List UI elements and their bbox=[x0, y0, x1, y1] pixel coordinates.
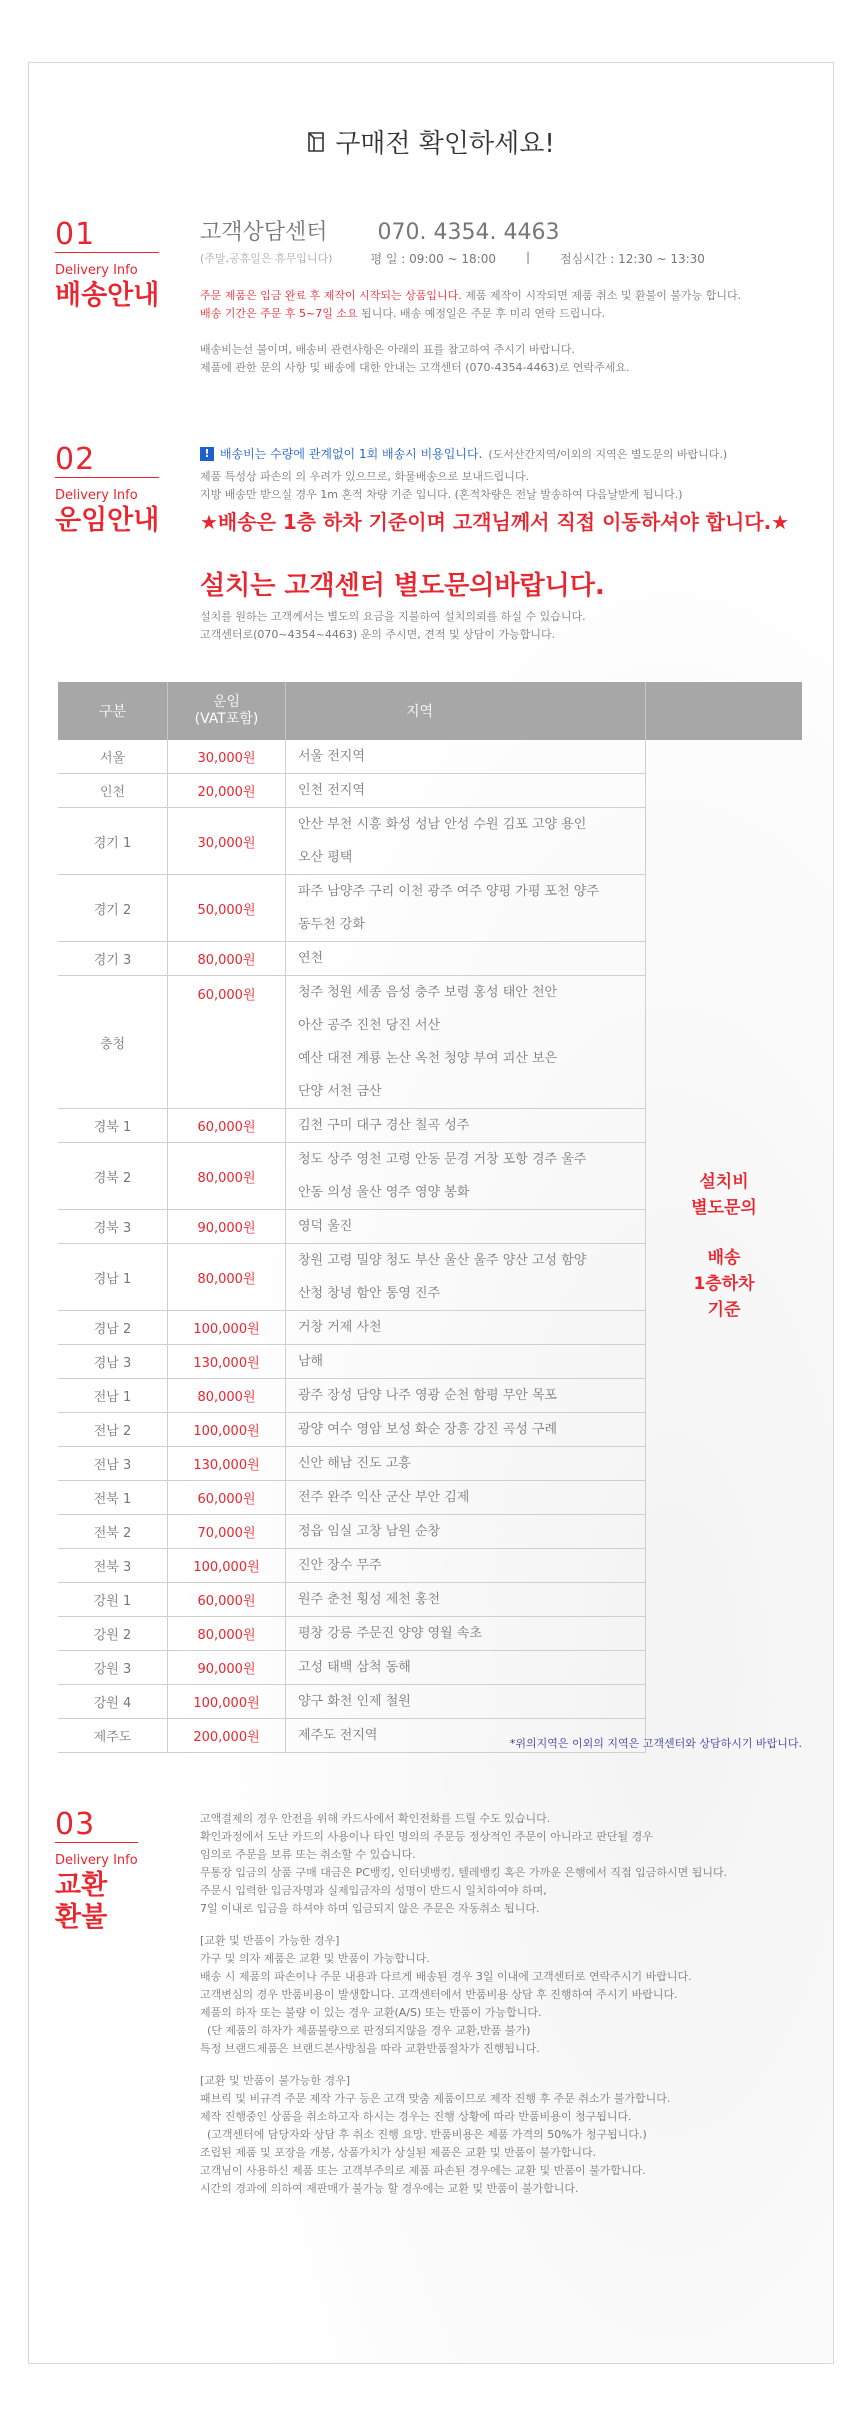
row-region: 전북 2 bbox=[58, 1515, 168, 1549]
row-price: 130,000원 bbox=[168, 1447, 286, 1481]
row-price: 60,000원 bbox=[168, 1481, 286, 1515]
info-line: 무통장 입금의 상품 구매 대금은 PC뱅킹, 인터넷뱅킹, 텔레뱅킹 혹은 가까운 은행에서 직접 입금하시면 됩니다. bbox=[200, 1866, 728, 1879]
page-title-text: 구매전 확인하세요! bbox=[335, 129, 555, 159]
section-number: 02 bbox=[55, 445, 159, 478]
row-region: 강원 2 bbox=[58, 1617, 168, 1651]
phone-number: 070. 4354. 4463 bbox=[377, 220, 560, 245]
row-price: 50,000원 bbox=[168, 875, 286, 942]
row-areas: 영덕 울진 bbox=[286, 1210, 646, 1244]
section-03-body bbox=[200, 1810, 820, 2198]
row-price: 130,000원 bbox=[168, 1345, 286, 1379]
row-region: 강원 3 bbox=[58, 1651, 168, 1685]
row-price: 80,000원 bbox=[168, 1617, 286, 1651]
notice-line-1 bbox=[200, 287, 820, 305]
row-price: 100,000원 bbox=[168, 1685, 286, 1719]
row-price: 100,000원 bbox=[168, 1413, 286, 1447]
section-01-body bbox=[200, 215, 820, 377]
section-title-2: 환불 bbox=[55, 1902, 108, 1934]
row-price: 30,000원 bbox=[168, 808, 286, 875]
row-price: 80,000원 bbox=[168, 942, 286, 976]
lunch-hours: 점심시간 : 12:30 ~ 13:30 bbox=[560, 252, 705, 266]
row-region: 강원 4 bbox=[58, 1685, 168, 1719]
notice-line-3: 배송비는선 불이며, 배송비 관련사항은 아래의 표를 참고하여 주시기 바랍니다. bbox=[200, 343, 575, 356]
info-line: 확인과정에서 도난 카드의 사용이나 타인 명의의 주문등 정상적인 주문이 아니라고 판단될 경우 bbox=[200, 1830, 653, 1843]
exchange-impossible-red: 패브릭 및 비규격 주문 제작 가구 등은 고객 맞춤 제품이므로 제작 진행 후 주문 취소가 불가합니다. bbox=[200, 2092, 671, 2105]
row-areas: 김천 구미 대구 경산 칠곡 성주 bbox=[286, 1109, 646, 1143]
row-price: 90,000원 bbox=[168, 1651, 286, 1685]
exchange-impossible-list bbox=[200, 2108, 820, 2198]
shipping-notice-blue: 배송비는 수량에 관계없이 1회 배송시 비용입니다. bbox=[220, 447, 483, 461]
row-areas: 평창 강릉 주문진 양양 영월 속초 bbox=[286, 1617, 646, 1651]
page-title bbox=[305, 123, 555, 160]
section-03-header bbox=[55, 1807, 138, 1935]
info-line: 고객변심의 경우 반품비용이 발생합니다. 고객센터에서 반품비용 상담 후 진행하여 주시기 바랍니다. bbox=[200, 1988, 678, 2001]
shipping-rate-table bbox=[58, 682, 802, 1753]
row-areas: 서울 전지역 bbox=[286, 740, 646, 774]
shipping-notice-rest: (도서산간지역/이외의 지역은 별도문의 바랍니다.) bbox=[488, 447, 728, 461]
info-line: 임의로 주문을 보류 또는 취소할 수 있습니다. bbox=[200, 1848, 416, 1861]
row-region: 경북 1 bbox=[58, 1109, 168, 1143]
side-note-line bbox=[646, 1221, 802, 1245]
notice-line-1-red: 주문 제품은 입금 완료 후 제작이 시작되는 상품입니다. bbox=[200, 289, 462, 302]
table-header-row bbox=[58, 682, 802, 740]
row-areas: 신안 해남 진도 고흥 bbox=[286, 1447, 646, 1481]
header-areas: 지역 bbox=[286, 682, 646, 740]
row-region: 경남 2 bbox=[58, 1311, 168, 1345]
row-price: 60,000원 bbox=[168, 1109, 286, 1143]
notice-line-2-red: 배송 기간은 주문 후 5~7일 소요 bbox=[200, 307, 358, 320]
row-areas: 거창 거제 사천 bbox=[286, 1311, 646, 1345]
row-areas: 창원 고령 밀양 청도 부산 울산 울주 양산 고성 함양 산청 창녕 함안 통영 진주 bbox=[286, 1244, 646, 1311]
exclamation-icon: ! bbox=[200, 447, 214, 461]
hours: 평 일 : 09:00 ~ 18:00 bbox=[370, 252, 496, 266]
row-price: 30,000원 bbox=[168, 740, 286, 774]
row-price: 80,000원 bbox=[168, 1143, 286, 1210]
row-region: 경남 3 bbox=[58, 1345, 168, 1379]
side-note-line: 설치비 bbox=[699, 1172, 749, 1193]
row-region: 전남 1 bbox=[58, 1379, 168, 1413]
row-region: 경기 3 bbox=[58, 942, 168, 976]
install-line-2: 고객센터로(070~4354~4463) 운의 주시면, 견적 및 상담이 가능합니다. bbox=[200, 628, 556, 641]
row-areas: 진안 장수 무주 bbox=[286, 1549, 646, 1583]
row-region: 전남 2 bbox=[58, 1413, 168, 1447]
install-line-1: 설치를 원하는 고객께서는 별도의 요금을 지불하여 설치의뢰를 하실 수 있습니다. bbox=[200, 610, 586, 623]
row-areas: 청주 청원 세종 음성 충주 보령 홍성 태안 천안 아산 공주 진천 당진 서산 예산 대전 계룡 논산 옥천 청양 부여 괴산 보은 단양 서천 금산 bbox=[286, 976, 646, 1109]
row-price: 200,000원 bbox=[168, 1719, 286, 1753]
side-note-line: 1층하차 bbox=[693, 1274, 755, 1295]
section-title: 운임안내 bbox=[55, 505, 160, 536]
row-region: 충청 bbox=[58, 976, 168, 1109]
info-line: 조립된 제품 및 포장을 개봉, 상품가치가 상실된 제품은 교환 및 반품이 불가합니다. bbox=[200, 2146, 597, 2159]
notice-line-2-rest: 됩니다. 배송 예정일은 주문 후 미리 연락 드립니다. bbox=[361, 307, 606, 320]
row-areas: 원주 춘천 횡성 제천 홍천 bbox=[286, 1583, 646, 1617]
exchange-possible-list bbox=[200, 1950, 820, 2058]
row-areas: 남해 bbox=[286, 1345, 646, 1379]
row-price: 60,000원 bbox=[168, 1583, 286, 1617]
row-region: 전남 3 bbox=[58, 1447, 168, 1481]
row-region: 경기 2 bbox=[58, 875, 168, 942]
payment-info bbox=[200, 1810, 820, 1918]
row-price: 100,000원 bbox=[168, 1549, 286, 1583]
notice-line-2 bbox=[200, 305, 820, 323]
section-number: 03 bbox=[55, 1810, 138, 1843]
first-floor-notice: ★배송은 1층 하차 기준이며 고객님께서 직접 이동하셔야 합니다.★ bbox=[200, 510, 790, 534]
section-number: 01 bbox=[55, 220, 159, 253]
table-footnote: *위의지역은 이외의 지역은 고객센터와 상담하시기 바랍니다. bbox=[509, 1737, 802, 1750]
row-areas: 양구 화천 인제 철원 bbox=[286, 1685, 646, 1719]
row-areas: 고성 태백 삼척 동해 bbox=[286, 1651, 646, 1685]
row-region: 경남 1 bbox=[58, 1244, 168, 1311]
row-areas: 안산 부천 시흥 화성 성남 안성 수원 김포 고양 용인 오산 평택 bbox=[286, 808, 646, 875]
holiday-note: (주말,공휴일은 휴무입니다) bbox=[200, 252, 333, 265]
section-sub: Delivery Info bbox=[55, 263, 138, 278]
section-02-header bbox=[55, 442, 160, 537]
info-line: 제작 진행중인 상품을 취소하고자 하시는 경우는 진행 상황에 따라 반품비용이 청구됩니다. bbox=[200, 2110, 632, 2123]
row-areas: 제주도 전지역 bbox=[286, 1719, 646, 1753]
table-body bbox=[58, 740, 802, 1753]
row-region: 전북 3 bbox=[58, 1549, 168, 1583]
info-line: 특정 브랜드제품은 브랜드본사방침을 따라 교환반품절차가 진행됩니다. bbox=[200, 2042, 540, 2055]
row-areas: 광주 장성 담양 나주 영광 순천 함평 무안 목포 bbox=[286, 1379, 646, 1413]
header-price: 운임 (VAT포함) bbox=[168, 682, 286, 740]
info-line: 배송 시 제품의 파손이나 주문 내용과 다르게 배송된 경우 3일 이내에 고객센터로 연락주시기 바랍니다. bbox=[200, 1970, 692, 1983]
title-area bbox=[0, 123, 860, 160]
shipping-line-1: 제품 특성상 파손의 의 우려가 있으므로, 화물배송으로 보내드립니다. bbox=[200, 470, 529, 483]
notice-line-4: 제품에 관한 문의 사항 및 배송에 대한 안내는 고객센터 (070-4354-4463)로 연락주세요. bbox=[200, 361, 630, 374]
section-02-body bbox=[200, 445, 820, 644]
row-region: 인천 bbox=[58, 774, 168, 808]
row-areas: 광양 여수 영암 보성 화순 장흥 강진 곡성 구례 bbox=[286, 1413, 646, 1447]
row-price: 90,000원 bbox=[168, 1210, 286, 1244]
row-price: 60,000원 bbox=[168, 976, 286, 1109]
row-region: 강원 1 bbox=[58, 1583, 168, 1617]
side-note-line: 별도문의 bbox=[691, 1198, 757, 1219]
row-areas: 정읍 임실 고창 남원 순창 bbox=[286, 1515, 646, 1549]
info-line: 가구 및 의자 제품은 교환 및 반품이 가능합니다. bbox=[200, 1952, 430, 1965]
info-line: (고객센터에 담당자와 상담 후 취소 진행 요망. 반품비용은 제품 가격의 50%가 청구됩니다.) bbox=[200, 2128, 647, 2141]
row-region: 전북 1 bbox=[58, 1481, 168, 1515]
side-note-line: 기준 bbox=[707, 1300, 741, 1321]
row-price: 70,000원 bbox=[168, 1515, 286, 1549]
row-region: 제주도 bbox=[58, 1719, 168, 1753]
row-areas: 연천 bbox=[286, 942, 646, 976]
side-note bbox=[646, 740, 803, 1753]
side-note-line: 배송 bbox=[707, 1248, 741, 1269]
info-line: 고객님이 사용하신 제품 또는 고객부주의로 제품 파손된 경우에는 교환 및 반품이 불가합니다. bbox=[200, 2164, 646, 2177]
row-price: 80,000원 bbox=[168, 1379, 286, 1413]
row-price: 100,000원 bbox=[168, 1311, 286, 1345]
row-region: 서울 bbox=[58, 740, 168, 774]
section-sub: Delivery Info bbox=[55, 488, 138, 503]
section-01-header bbox=[55, 217, 160, 312]
info-line: 제품의 하자 또는 불량 이 있는 경우 교환(A/S) 또는 반품이 가능합니다. bbox=[200, 2006, 542, 2019]
notice-line-1-rest: 제품 제작이 시작되면 제품 취소 및 환불이 불가능 합니다. bbox=[465, 289, 742, 302]
info-line: 주문시 입력한 입금자명과 실제입금자의 성명이 반드시 일치하여야 하며, bbox=[200, 1884, 547, 1897]
install-title: 설치는 고객센터 별도문의바랍니다. bbox=[200, 571, 605, 601]
row-region: 경북 3 bbox=[58, 1210, 168, 1244]
table-row bbox=[58, 740, 802, 774]
row-price: 20,000원 bbox=[168, 774, 286, 808]
section-title: 배송안내 bbox=[55, 280, 160, 311]
row-areas: 전주 완주 익산 군산 부안 김제 bbox=[286, 1481, 646, 1515]
center-label: 고객상담센터 bbox=[200, 220, 328, 245]
row-areas: 파주 남양주 구리 이천 광주 여주 양평 가평 포천 양주 동두천 강화 bbox=[286, 875, 646, 942]
header-region: 구분 bbox=[58, 682, 168, 740]
row-price: 80,000원 bbox=[168, 1244, 286, 1311]
row-region: 경기 1 bbox=[58, 808, 168, 875]
row-areas: 청도 상주 영천 고령 안동 문경 거창 포항 경주 울주 안동 의성 울산 영주 영양 봉화 bbox=[286, 1143, 646, 1210]
exchange-impossible-head: [교환 및 반품이 불가능한 경우] bbox=[200, 2074, 351, 2087]
shipping-notice bbox=[200, 445, 820, 462]
header-side bbox=[646, 682, 803, 740]
exchange-possible-head: [교환 및 반품이 가능한 경우] bbox=[200, 1934, 340, 1947]
info-line: 고액결제의 경우 안전을 위해 카드사에서 확인전화를 드릴 수도 있습니다. bbox=[200, 1812, 551, 1825]
row-areas: 인천 전지역 bbox=[286, 774, 646, 808]
row-region: 경북 2 bbox=[58, 1143, 168, 1210]
box-icon bbox=[305, 130, 327, 154]
section-title-1: 교환 bbox=[55, 1870, 108, 1901]
divider: | bbox=[526, 250, 531, 264]
info-line: 7일 이내로 입금을 하셔야 하며 입금되지 않은 주문은 자동취소 됩니다. bbox=[200, 1902, 540, 1915]
info-line: 시간의 경과에 의하여 재판매가 불가능 할 경우에는 교환 및 반품이 불가합니다. bbox=[200, 2182, 579, 2195]
info-line: (단 제품의 하자가 제품불량으로 판정되지않을 경우 교환,반품 불가) bbox=[200, 2024, 531, 2037]
section-sub: Delivery Info bbox=[55, 1853, 138, 1868]
shipping-line-2: 지방 배송만 받으실 경우 1m 혼적 차량 기준 입니다. (혼적차량은 전날 발송하여 다음날받게 됩니다.) bbox=[200, 488, 683, 501]
